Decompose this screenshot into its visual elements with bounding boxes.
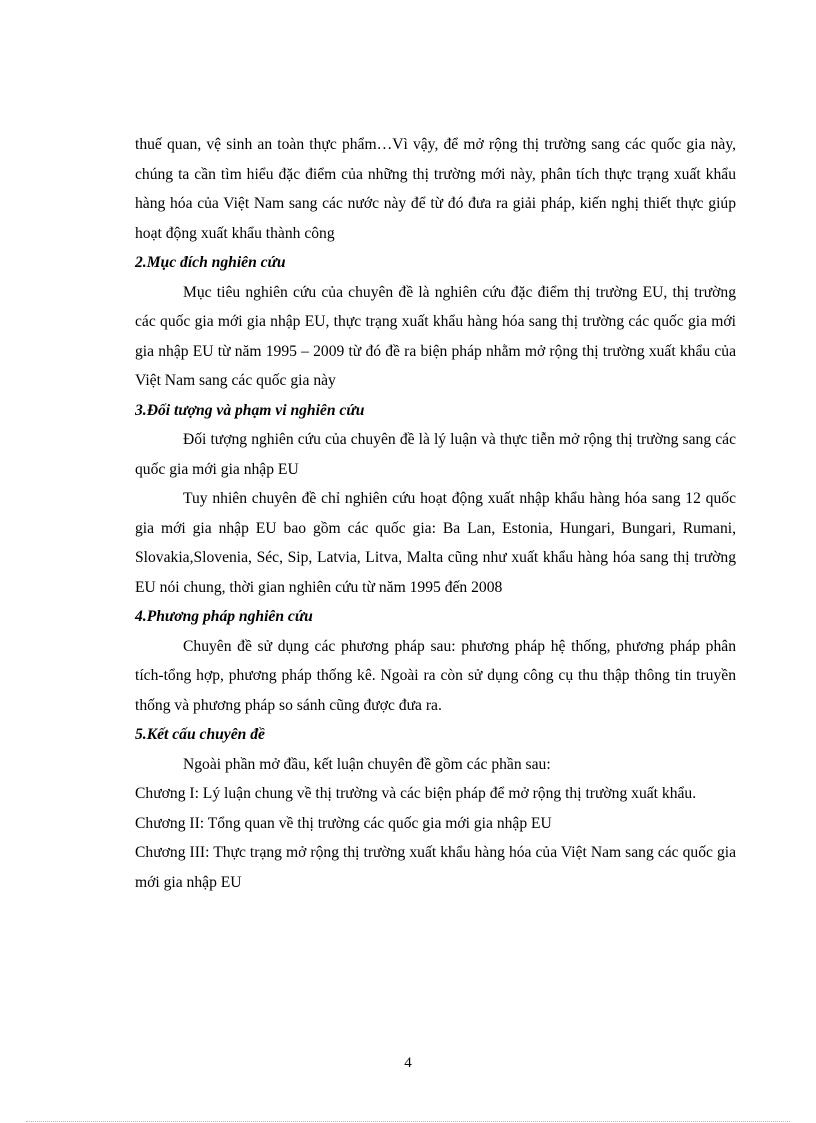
page-number: 4 — [404, 1055, 412, 1071]
page-content — [135, 130, 736, 897]
section-heading-structure: 5.Kết cấu chuyên đề — [135, 726, 265, 743]
chapter-3-line: Chương III: Thực trạng mở rộng thị trường xuất khẩu hàng hóa của Việt Nam sang các quốc gia mới gia nhập EU — [135, 844, 736, 891]
research-object-paragraph: Đối tượng nghiên cứu của chuyên đề là lý luận và thực tiễn mở rộng thị trường sang các quốc gia mới gia nhập EU — [135, 431, 736, 478]
page-bottom-edge — [26, 1121, 790, 1122]
section-heading-research-method: 4.Phương pháp nghiên cứu — [135, 608, 313, 625]
research-purpose-paragraph: Mục tiêu nghiên cứu của chuyên đề là nghiên cứu đặc điểm thị trường EU, thị trường các quốc gia mới gia nhập EU, thực trạng xuất khẩu hàng hóa sang thị trường các quốc gia mới gia nhập EU từ năm 1995 – 2009 từ đó đề ra biện pháp nhằm mở rộng thị trường xuất khẩu của Việt Nam sang các quốc gia này — [135, 283, 736, 389]
chapter-2-line: Chương II: Tổng quan về thị trường các quốc gia mới gia nhập EU — [135, 814, 552, 832]
research-method-paragraph: Chuyên đề sử dụng các phương pháp sau: phương pháp hệ thống, phương pháp phân tích-tổng hợp, phương pháp thống kê. Ngoài ra còn sử dụng công cụ thu thập thông tin truyền thống và phương pháp so sánh cũng được đưa ra. — [135, 637, 736, 714]
structure-intro-paragraph: Ngoài phần mở đầu, kết luận chuyên đề gồm các phần sau: — [183, 755, 551, 773]
section-heading-research-scope: 3.Đối tượng và phạm vi nghiên cứu — [135, 401, 365, 419]
intro-continuation-paragraph: thuế quan, vệ sinh an toàn thực phẩm…Vì vậy, để mở rộng thị trường sang các quốc gia này, chúng ta cần tìm hiểu đặc điểm của những thị trường mới này, phân tích thực trạng xuất khẩu hàng hóa của Việt Nam sang các nước này để từ đó đưa ra giải pháp, kiến nghị thiết thực giúp hoạt động xuất khẩu thành công — [135, 136, 736, 242]
chapter-1-line: Chương I: Lý luận chung về thị trường và các biện pháp để mở rộng thị trường xuất khẩu. — [135, 785, 697, 802]
section-heading-research-purpose: 2.Mục đích nghiên cứu — [135, 254, 286, 271]
research-scope-paragraph: Tuy nhiên chuyên đề chỉ nghiên cứu hoạt động xuất nhập khẩu hàng hóa sang 12 quốc gia mới gia nhập EU bao gồm các quốc gia: Ba Lan, Estonia, Hungari, Bungari, Rumani, Slovakia,Slovenia, Séc, Sip, Latvia, Litva, Malta cũng như xuất khẩu hàng hóa sang thị trường EU nói chung, thời gian nghiên cứu từ năm 1995 đến 2008 — [135, 490, 736, 596]
